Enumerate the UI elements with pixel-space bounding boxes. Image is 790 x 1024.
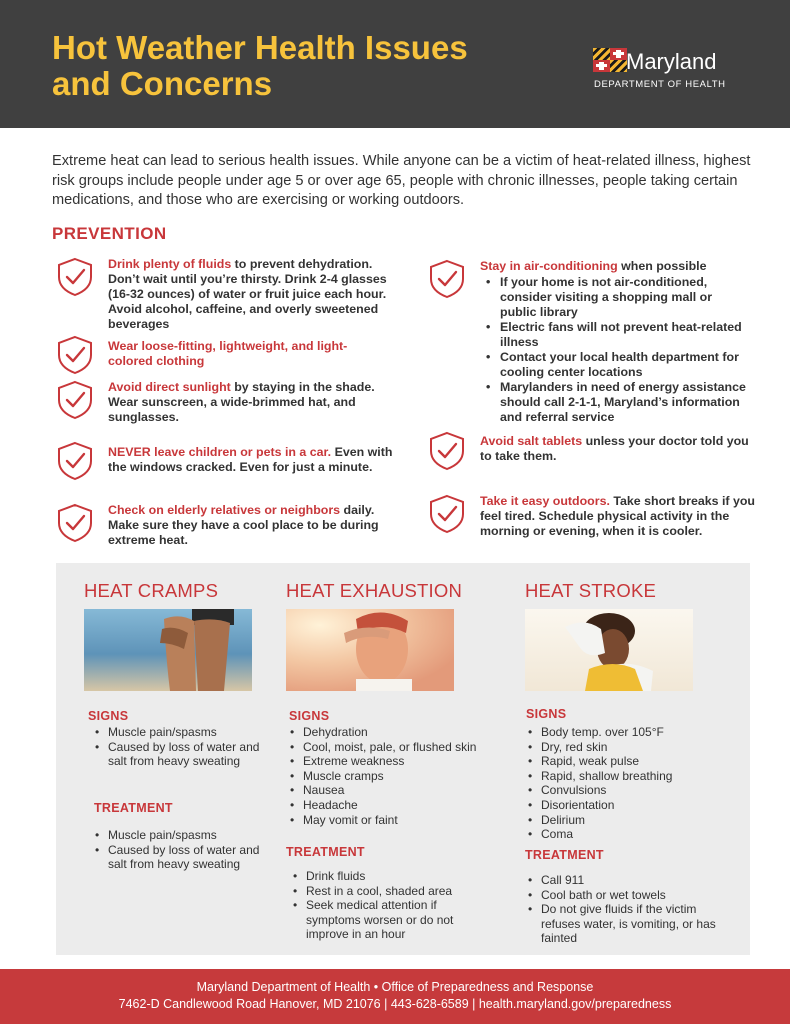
sign-item: • Cool, moist, pale, or flushed skin: [285, 740, 505, 755]
prevention-bullet: • Electric fans will not prevent heat-related illness: [480, 320, 750, 350]
prevention-bullet: • Contact your local health department for cooling center locations: [480, 350, 750, 380]
sign-item: • Body temp. over 105°F: [523, 725, 733, 740]
prevention-detail: when possible: [617, 259, 707, 273]
prevention-text: [108, 380, 393, 425]
prevention-highlight: Stay in air-conditioning: [480, 259, 618, 273]
sign-item: • Rapid, shallow breathing: [523, 769, 733, 784]
prevention-detail: Take short breaks if you feel tired. Schedule physical activity in the morning or evening, when it is cooler.: [480, 494, 755, 538]
sign-item: • Nausea: [285, 783, 505, 798]
sign-item: • Extreme weakness: [285, 754, 505, 769]
prevention-text: [108, 503, 403, 548]
logo-name: Maryland: [626, 49, 717, 74]
sign-item: • Delirium: [523, 813, 733, 828]
maryland-flag-icon: [593, 48, 627, 72]
heat-cramps-treatment-label: TREATMENT: [94, 801, 173, 815]
sign-item: • Rapid, weak pulse: [523, 754, 733, 769]
sign-item: • Muscle cramps: [285, 769, 505, 784]
shield-check-icon: [428, 494, 466, 534]
heat-cramps-title: HEAT CRAMPS: [84, 580, 219, 601]
heat-cramps-signs-label: SIGNS: [88, 709, 129, 723]
heat-stroke-photo: [525, 609, 693, 691]
shield-check-icon: [428, 259, 466, 299]
prevention-text: [108, 339, 383, 369]
shield-check-icon: [56, 380, 94, 420]
sign-item: • Coma: [523, 827, 733, 842]
prevention-text: [480, 259, 750, 425]
heat-cramps-signs-list: [90, 725, 260, 769]
prevention-highlight: Take it easy outdoors.: [480, 494, 610, 508]
prevention-highlight: Drink plenty of fluids: [108, 257, 232, 271]
heat-stroke-title: HEAT STROKE: [525, 580, 657, 601]
shield-check-icon: [428, 431, 466, 471]
treatment-item: • Rest in a cool, shaded area: [288, 884, 488, 899]
sign-item: • May vomit or faint: [285, 813, 505, 828]
heat-exhaustion-signs-label: SIGNS: [289, 709, 330, 723]
heat-exhaustion-signs-list: [285, 725, 505, 827]
treatment-item: • Do not give fluids if the victim refuses water, is vomiting, or has fainted: [523, 902, 723, 946]
heat-exhaustion-photo: [286, 609, 454, 691]
maryland-logo: [593, 46, 763, 92]
heat-stroke-signs-list: [523, 725, 733, 842]
prevention-bullet: • Marylanders in need of energy assistance should call 2-1-1, Maryland’s information and referral service: [480, 380, 750, 425]
treatment-item: • Cool bath or wet towels: [523, 888, 723, 903]
treatment-item: • Call 911: [523, 873, 723, 888]
treatment-item: • Seek medical attention if symptoms worsen or do not improve in an hour: [288, 898, 488, 942]
heat-exhaustion-treatment-label: TREATMENT: [286, 845, 365, 859]
prevention-detail: Even with the windows cracked. Even for just a minute.: [108, 445, 393, 474]
treatment-item: • Muscle pain/spasms: [90, 828, 260, 843]
prevention-text: [108, 445, 393, 475]
heat-cramps-treatment-list: [90, 828, 260, 872]
page-title: Hot Weather Health Issues and Concerns: [52, 29, 468, 102]
sign-item: • Dehydration: [285, 725, 505, 740]
sign-item: • Dry, red skin: [523, 740, 733, 755]
prevention-highlight: Avoid salt tablets: [480, 434, 583, 448]
sign-item: • Disorientation: [523, 798, 733, 813]
prevention-detail: daily. Make sure they have a cool place to be during extreme heat.: [108, 503, 379, 547]
prevention-detail: to prevent dehydration. Don’t wait until you’re thirsty. Drink 2-4 glasses (16-32 ounces) of water or fruit juice each hour. Avoid alcohol, caffeine, and overly sweetened beverages: [108, 257, 387, 331]
footer-contact: 7462-D Candlewood Road Hanover, MD 21076 | 443-628-6589 | health.maryland.gov/preparedness: [118, 997, 672, 1011]
sign-item: • Caused by loss of water and salt from heavy sweating: [90, 740, 260, 769]
prevention-text: [480, 434, 750, 464]
treatment-item: • Drink fluids: [288, 869, 488, 884]
logo-department: DEPARTMENT OF HEALTH: [594, 79, 726, 90]
treatment-item: • Caused by loss of water and salt from heavy sweating: [90, 843, 260, 872]
prevention-detail: by staying in the shade. Wear sunscreen, a wide-brimmed hat, and sunglasses.: [108, 380, 375, 424]
sign-item: • Muscle pain/spasms: [90, 725, 260, 740]
heat-cramps-photo: [84, 609, 252, 691]
heat-stroke-treatment-list: [523, 873, 723, 946]
prevention-bullet-list: [480, 275, 750, 425]
sign-item: • Headache: [285, 798, 505, 813]
heat-stroke-treatment-label: TREATMENT: [525, 848, 604, 862]
heat-exhaustion-title: HEAT EXHAUSTION: [286, 580, 463, 601]
footer-bar: [0, 969, 790, 1024]
header-banner: [0, 0, 790, 128]
prevention-highlight: Wear loose-fitting, lightweight, and light-colored clothing: [108, 339, 348, 368]
prevention-highlight: Check on elderly relatives or neighbors: [108, 503, 341, 517]
prevention-highlight: Avoid direct sunlight: [108, 380, 231, 394]
prevention-text: [108, 257, 393, 332]
shield-check-icon: [56, 257, 94, 297]
shield-check-icon: [56, 335, 94, 375]
prevention-text: [480, 494, 755, 539]
prevention-heading: PREVENTION: [52, 224, 167, 243]
shield-check-icon: [56, 441, 94, 481]
heat-exhaustion-treatment-list: [288, 869, 488, 942]
intro-paragraph: Extreme heat can lead to serious health issues. While anyone can be a victim of heat-related illness, highest risk groups include people under age 5 or over age 65, people with chronic illnesses, people taking certain medications, and those who are exercising or working outdoors.: [52, 153, 751, 208]
conditions-panel: [56, 563, 750, 955]
prevention-bullet: • If your home is not air-conditioned, consider visiting a shopping mall or public library: [480, 275, 750, 320]
shield-check-icon: [56, 503, 94, 543]
sign-item: • Convulsions: [523, 783, 733, 798]
footer-organization: Maryland Department of Health • Office of Preparedness and Response: [196, 980, 594, 994]
prevention-detail: unless your doctor told you to take them.: [480, 434, 749, 463]
heat-stroke-signs-label: SIGNS: [526, 707, 567, 721]
prevention-highlight: NEVER leave children or pets in a car.: [108, 445, 332, 459]
